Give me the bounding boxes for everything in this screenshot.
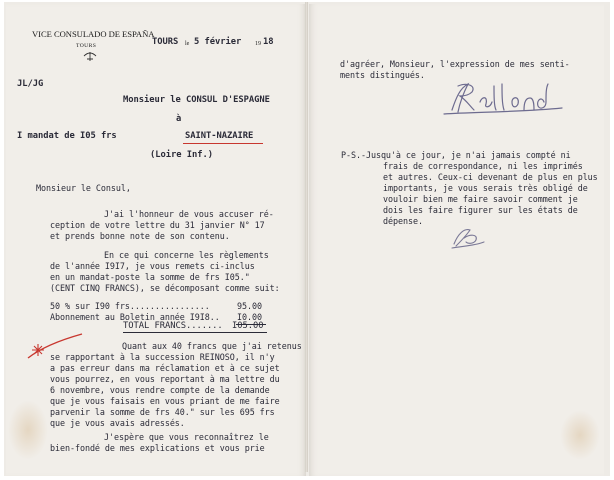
paragraph1-line: ception de votre lettre du 31 janvier N° 17	[50, 220, 265, 230]
paragraph3-line: vous pourrez, en vous reportant à ma lettre du	[50, 374, 280, 384]
reference-initials: JL/JG	[17, 79, 44, 89]
postscript-line: dois les faire figurer sur les états de	[383, 205, 578, 215]
addressee-city: SAINT-NAZAIRE	[185, 131, 254, 141]
paragraph3-line: parvenir la somme de frs 40." sur les 695 frs	[50, 407, 275, 417]
addressee-region: (Loire Inf.)	[150, 150, 213, 160]
postscript-line: frais de correspondance, ni les imprimés	[383, 161, 583, 171]
paragraph3-line: que je vous avais adressés.	[50, 418, 185, 428]
closing-line: d'agréer, Monsieur, l'expression de mes senti-	[340, 59, 570, 69]
breakdown-label: Abonnement au Boletin année I9I8..	[50, 312, 220, 322]
paragraph4-line: J'espère que vous reconnaîtrez le	[104, 432, 269, 442]
enclosure-note: I mandat de I05 frs	[17, 131, 117, 141]
postscript-line: et autres. Ceux-ci devenant de plus en plus	[383, 172, 598, 182]
paper-stain	[8, 400, 48, 460]
breakdown-amount: 95.00	[237, 301, 262, 311]
paragraph1-line: J'ai l'honneur de vous accuser ré-	[104, 209, 274, 219]
closing-line: ments distingués.	[340, 70, 425, 80]
city-red-underline	[183, 143, 263, 144]
date-year-written: 18	[263, 37, 274, 47]
addressee-line: Monsieur le CONSUL D'ESPAGNE	[123, 95, 270, 105]
date-day-month: 5 février	[194, 37, 242, 47]
postscript-line: vouloir bien me faire savoir comment je	[383, 194, 578, 204]
salutation: Monsieur le Consul,	[36, 183, 131, 193]
paragraph2-line: en un mandat-poste la somme de frs I05."	[50, 272, 250, 282]
letterhead-ornament-icon	[82, 50, 98, 62]
paragraph3-line: 6 novembre, vous rendre compte de la demande	[50, 385, 270, 395]
paragraph1-line: et prends bonne note de son contenu.	[50, 231, 230, 241]
addressee-a: à	[176, 114, 182, 124]
initials-paraph-image	[448, 224, 488, 252]
letterhead-city: TOURS	[76, 43, 97, 49]
date-year-printed: 19	[255, 41, 261, 47]
total-amount: I05.00	[232, 321, 264, 331]
paragraph4-line: bien-fondé de mes explications et vous prie	[50, 443, 265, 453]
paragraph2-line: de l'année I9I7, je vous remets ci-inclus	[50, 261, 255, 271]
total-underline	[123, 332, 267, 333]
letterhead-consulate: VICE CONSULADO DE ESPAÑA	[32, 29, 155, 39]
paper-stain	[560, 410, 600, 460]
postscript-line: importants, je vous serais très obligé de	[383, 183, 588, 193]
paragraph3-line: Quant aux 40 francs que j'ai retenus	[122, 341, 302, 351]
breakdown-amount: I0.00	[237, 312, 262, 322]
page-fold	[305, 2, 308, 472]
signature-image	[434, 78, 574, 118]
paragraph3-line: que je vous faisais en vous priant de me faire	[50, 396, 280, 406]
paragraph3-line: se rapportant à la succession REINOSO, il n'y	[50, 352, 275, 362]
paragraph2-line: En ce qui concerne les règlements	[104, 250, 269, 260]
total-label: TOTAL FRANCS.......	[123, 321, 223, 331]
postscript-line: P-S.-Jusqu'à ce jour, je n'ai jamais compté ni	[341, 150, 571, 160]
paragraph3-line: a pas erreur dans ma réclamation et à ce sujet	[50, 363, 280, 373]
postscript-line: dépense.	[383, 216, 423, 226]
breakdown-label: 50 % sur I90 frs................	[50, 301, 210, 311]
date-city: TOURS	[152, 37, 179, 47]
date-le: le	[185, 41, 190, 47]
paragraph2-line: (CENT CINQ FRANCS), se décomposant comme suit:	[50, 283, 280, 293]
